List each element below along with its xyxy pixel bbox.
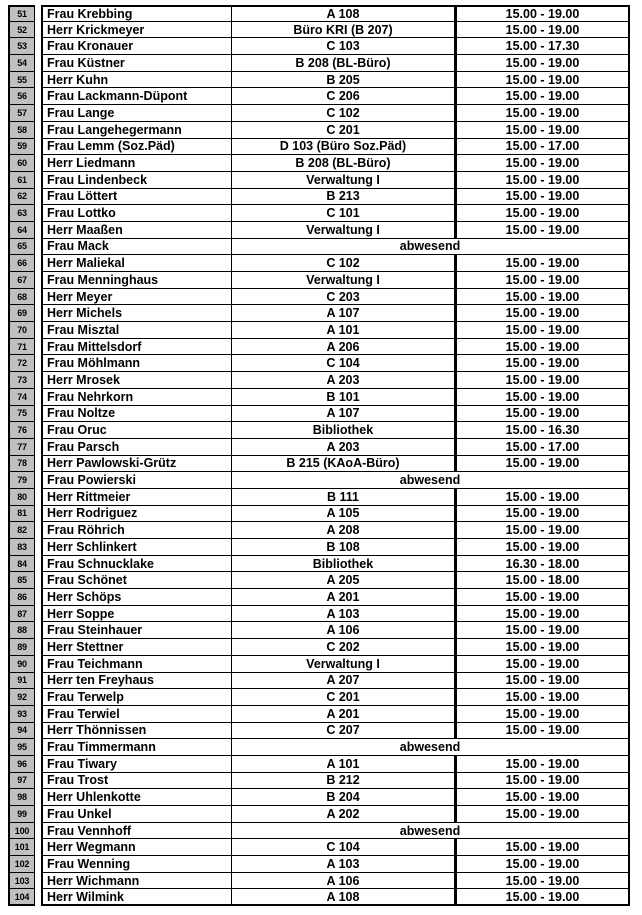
row-number-cell: 98 <box>8 789 35 806</box>
time-cell: 15.00 - 16.30 <box>457 422 630 439</box>
name-cell: Frau Vennhoff <box>41 823 232 840</box>
time-cell: 15.00 - 19.00 <box>457 55 630 72</box>
time-cell: 15.00 - 19.00 <box>457 806 630 823</box>
table-row <box>8 539 642 556</box>
row-number-cell: 101 <box>8 839 35 856</box>
room-cell: A 107 <box>232 305 457 322</box>
row-number-cell: 51 <box>8 5 35 22</box>
room-cell: C 102 <box>232 105 457 122</box>
time-cell: 16.30 - 18.00 <box>457 556 630 573</box>
row-number-cell: 57 <box>8 105 35 122</box>
room-cell: B 213 <box>232 189 457 206</box>
name-cell: Frau Löttert <box>41 189 232 206</box>
row-number-cell: 87 <box>8 606 35 623</box>
name-cell: Herr Krickmeyer <box>41 22 232 39</box>
table-row <box>8 105 642 122</box>
time-cell: 15.00 - 19.00 <box>457 155 630 172</box>
row-number-cell: 78 <box>8 456 35 473</box>
room-cell: D 103 (Büro Soz.Päd) <box>232 139 457 156</box>
time-cell: 15.00 - 19.00 <box>457 289 630 306</box>
row-number-cell: 83 <box>8 539 35 556</box>
room-cell: B 208 (BL-Büro) <box>232 155 457 172</box>
row-number-cell: 67 <box>8 272 35 289</box>
name-cell: Herr Soppe <box>41 606 232 623</box>
name-cell: Herr Rittmeier <box>41 489 232 506</box>
room-cell: B 108 <box>232 539 457 556</box>
room-cell: A 106 <box>232 622 457 639</box>
room-cell: C 102 <box>232 255 457 272</box>
table-row <box>8 889 642 906</box>
name-cell: Frau Timmermann <box>41 739 232 756</box>
time-cell: 15.00 - 19.00 <box>457 606 630 623</box>
row-number-cell: 65 <box>8 239 35 256</box>
table-row <box>8 339 642 356</box>
name-cell: Frau Noltze <box>41 406 232 423</box>
table-row <box>8 155 642 172</box>
name-cell: Herr Wichmann <box>41 873 232 890</box>
name-cell: Herr Schöps <box>41 589 232 606</box>
room-cell: A 207 <box>232 673 457 690</box>
name-cell: Herr Mrosek <box>41 372 232 389</box>
name-cell: Frau Kronauer <box>41 38 232 55</box>
row-number-cell: 93 <box>8 706 35 723</box>
row-number-cell: 96 <box>8 756 35 773</box>
name-cell: Frau Lindenbeck <box>41 172 232 189</box>
row-number-cell: 86 <box>8 589 35 606</box>
room-cell: B 111 <box>232 489 457 506</box>
table-row <box>8 422 642 439</box>
row-number-cell: 88 <box>8 622 35 639</box>
table-row <box>8 222 642 239</box>
room-cell: C 104 <box>232 839 457 856</box>
table-row <box>8 38 642 55</box>
row-number-cell: 103 <box>8 873 35 890</box>
table-row <box>8 839 642 856</box>
time-cell: 15.00 - 19.00 <box>457 22 630 39</box>
table-row <box>8 856 642 873</box>
table-row <box>8 456 642 473</box>
room-cell: C 206 <box>232 88 457 105</box>
time-cell: 15.00 - 19.00 <box>457 539 630 556</box>
row-number-cell: 75 <box>8 406 35 423</box>
row-number-cell: 81 <box>8 506 35 523</box>
time-cell: 15.00 - 19.00 <box>457 339 630 356</box>
time-cell: 15.00 - 19.00 <box>457 656 630 673</box>
time-cell: 15.00 - 19.00 <box>457 789 630 806</box>
row-number-cell: 64 <box>8 222 35 239</box>
row-number-cell: 68 <box>8 289 35 306</box>
time-cell: 15.00 - 19.00 <box>457 88 630 105</box>
row-number-cell: 82 <box>8 522 35 539</box>
row-number-cell: 70 <box>8 322 35 339</box>
time-cell: 15.00 - 19.00 <box>457 706 630 723</box>
room-cell: A 105 <box>232 506 457 523</box>
absent-cell: abwesend <box>232 739 630 756</box>
row-number-cell: 94 <box>8 723 35 740</box>
name-cell: Herr Liedmann <box>41 155 232 172</box>
name-cell: Frau Menninghaus <box>41 272 232 289</box>
row-number-cell: 62 <box>8 189 35 206</box>
time-cell: 15.00 - 19.00 <box>457 723 630 740</box>
table-row <box>8 55 642 72</box>
name-cell: Frau Oruc <box>41 422 232 439</box>
room-cell: Bibliothek <box>232 422 457 439</box>
table-row <box>8 5 642 22</box>
time-cell: 15.00 - 19.00 <box>457 372 630 389</box>
row-number-cell: 90 <box>8 656 35 673</box>
room-cell: A 108 <box>232 889 457 906</box>
time-cell: 15.00 - 19.00 <box>457 406 630 423</box>
table-row <box>8 606 642 623</box>
row-number-cell: 60 <box>8 155 35 172</box>
row-number-cell: 100 <box>8 823 35 840</box>
name-cell: Frau Trost <box>41 773 232 790</box>
name-cell: Frau Lottko <box>41 205 232 222</box>
name-cell: Frau Röhrich <box>41 522 232 539</box>
name-cell: Herr Michels <box>41 305 232 322</box>
row-number-cell: 61 <box>8 172 35 189</box>
row-number-cell: 89 <box>8 639 35 656</box>
row-number-cell: 91 <box>8 673 35 690</box>
time-cell: 15.00 - 19.00 <box>457 773 630 790</box>
row-number-cell: 76 <box>8 422 35 439</box>
room-cell: C 207 <box>232 723 457 740</box>
name-cell: Frau Küstner <box>41 55 232 72</box>
table-row <box>8 22 642 39</box>
row-number-cell: 102 <box>8 856 35 873</box>
room-cell: Büro KRI (B 207) <box>232 22 457 39</box>
time-cell: 15.00 - 19.00 <box>457 355 630 372</box>
name-cell: Frau Lange <box>41 105 232 122</box>
room-cell: A 203 <box>232 372 457 389</box>
time-cell: 15.00 - 17.30 <box>457 38 630 55</box>
time-cell: 15.00 - 19.00 <box>457 489 630 506</box>
time-cell: 15.00 - 19.00 <box>457 189 630 206</box>
time-cell: 15.00 - 19.00 <box>457 389 630 406</box>
room-cell: C 201 <box>232 689 457 706</box>
absent-cell: abwesend <box>232 823 630 840</box>
name-cell: Frau Nehrkorn <box>41 389 232 406</box>
name-cell: Frau Tiwary <box>41 756 232 773</box>
room-cell: A 202 <box>232 806 457 823</box>
table-row <box>8 139 642 156</box>
room-cell: B 208 (BL-Büro) <box>232 55 457 72</box>
time-cell: 15.00 - 19.00 <box>457 839 630 856</box>
name-cell: Frau Krebbing <box>41 5 232 22</box>
time-cell: 15.00 - 19.00 <box>457 589 630 606</box>
row-number-cell: 97 <box>8 773 35 790</box>
room-cell: C 103 <box>232 38 457 55</box>
room-cell: A 203 <box>232 439 457 456</box>
time-cell: 15.00 - 17.00 <box>457 439 630 456</box>
table-row <box>8 189 642 206</box>
room-cell: C 201 <box>232 122 457 139</box>
room-cell: B 204 <box>232 789 457 806</box>
name-cell: Frau Langehegermann <box>41 122 232 139</box>
row-number-cell: 53 <box>8 38 35 55</box>
room-cell: A 108 <box>232 5 457 22</box>
time-cell: 15.00 - 19.00 <box>457 205 630 222</box>
table-row <box>8 122 642 139</box>
name-cell: Herr Pawlowski-Grütz <box>41 456 232 473</box>
room-cell: A 107 <box>232 406 457 423</box>
row-number-cell: 95 <box>8 739 35 756</box>
row-number-cell: 71 <box>8 339 35 356</box>
time-cell: 15.00 - 19.00 <box>457 172 630 189</box>
name-cell: Frau Möhlmann <box>41 355 232 372</box>
table-row <box>8 289 642 306</box>
name-cell: Herr Schlinkert <box>41 539 232 556</box>
room-cell: Verwaltung I <box>232 222 457 239</box>
table-row <box>8 556 642 573</box>
table-row <box>8 372 642 389</box>
row-number-cell: 55 <box>8 72 35 89</box>
name-cell: Frau Steinhauer <box>41 622 232 639</box>
room-cell: Bibliothek <box>232 556 457 573</box>
time-cell: 15.00 - 19.00 <box>457 5 630 22</box>
row-number-cell: 80 <box>8 489 35 506</box>
row-number-cell: 73 <box>8 372 35 389</box>
time-cell: 15.00 - 18.00 <box>457 572 630 589</box>
table-row <box>8 656 642 673</box>
row-number-cell: 63 <box>8 205 35 222</box>
row-number-cell: 59 <box>8 139 35 156</box>
table-row <box>8 88 642 105</box>
table-row <box>8 756 642 773</box>
time-cell: 15.00 - 19.00 <box>457 873 630 890</box>
table-row <box>8 673 642 690</box>
time-cell: 15.00 - 19.00 <box>457 122 630 139</box>
name-cell: Frau Powierski <box>41 472 232 489</box>
name-cell: Frau Teichmann <box>41 656 232 673</box>
room-cell: B 101 <box>232 389 457 406</box>
time-cell: 15.00 - 19.00 <box>457 322 630 339</box>
room-cell: A 201 <box>232 589 457 606</box>
table-row <box>8 706 642 723</box>
time-cell: 15.00 - 19.00 <box>457 639 630 656</box>
name-cell: Frau Lackmann-Düpont <box>41 88 232 105</box>
room-cell: Verwaltung I <box>232 172 457 189</box>
table-body <box>8 5 642 906</box>
table-row <box>8 72 642 89</box>
row-number-cell: 99 <box>8 806 35 823</box>
time-cell: 15.00 - 19.00 <box>457 255 630 272</box>
time-cell: 15.00 - 19.00 <box>457 856 630 873</box>
name-cell: Frau Lemm (Soz.Päd) <box>41 139 232 156</box>
table-row <box>8 272 642 289</box>
time-cell: 15.00 - 19.00 <box>457 673 630 690</box>
name-cell: Herr Stettner <box>41 639 232 656</box>
table-row <box>8 305 642 322</box>
room-cell: A 103 <box>232 856 457 873</box>
table-row <box>8 522 642 539</box>
table-row <box>8 322 642 339</box>
room-cell: A 205 <box>232 572 457 589</box>
row-number-cell: 104 <box>8 889 35 906</box>
name-cell: Herr Thönnissen <box>41 723 232 740</box>
row-number-cell: 85 <box>8 572 35 589</box>
time-cell: 15.00 - 19.00 <box>457 522 630 539</box>
absent-cell: abwesend <box>232 239 630 256</box>
time-cell: 15.00 - 19.00 <box>457 456 630 473</box>
name-cell: Frau Unkel <box>41 806 232 823</box>
table-row <box>8 689 642 706</box>
name-cell: Frau Schönet <box>41 572 232 589</box>
table-row <box>8 806 642 823</box>
row-number-cell: 58 <box>8 122 35 139</box>
room-cell: Verwaltung I <box>232 656 457 673</box>
room-cell: B 205 <box>232 72 457 89</box>
row-number-cell: 77 <box>8 439 35 456</box>
name-cell: Frau Mack <box>41 239 232 256</box>
room-cell: Verwaltung I <box>232 272 457 289</box>
name-cell: Frau Parsch <box>41 439 232 456</box>
name-cell: Frau Terwelp <box>41 689 232 706</box>
time-cell: 15.00 - 17.00 <box>457 139 630 156</box>
name-cell: Herr Uhlenkotte <box>41 789 232 806</box>
name-cell: Herr Wilmink <box>41 889 232 906</box>
table-row <box>8 739 642 756</box>
time-cell: 15.00 - 19.00 <box>457 222 630 239</box>
name-cell: Frau Mittelsdorf <box>41 339 232 356</box>
table-row <box>8 355 642 372</box>
room-cell: C 104 <box>232 355 457 372</box>
absent-cell: abwesend <box>232 472 630 489</box>
time-cell: 15.00 - 19.00 <box>457 305 630 322</box>
name-cell: Herr Maaßen <box>41 222 232 239</box>
room-cell: A 101 <box>232 322 457 339</box>
table-row <box>8 439 642 456</box>
name-cell: Frau Misztal <box>41 322 232 339</box>
table-row <box>8 506 642 523</box>
table-row <box>8 472 642 489</box>
time-cell: 15.00 - 19.00 <box>457 889 630 906</box>
room-cell: A 106 <box>232 873 457 890</box>
name-cell: Herr Kuhn <box>41 72 232 89</box>
room-cell: B 215 (KAoA-Büro) <box>232 456 457 473</box>
room-cell: A 101 <box>232 756 457 773</box>
name-cell: Herr Wegmann <box>41 839 232 856</box>
name-cell: Herr ten Freyhaus <box>41 673 232 690</box>
table-row <box>8 823 642 840</box>
row-number-cell: 66 <box>8 255 35 272</box>
room-cell: B 212 <box>232 773 457 790</box>
table-row <box>8 205 642 222</box>
room-cell: C 101 <box>232 205 457 222</box>
row-number-cell: 54 <box>8 55 35 72</box>
row-number-cell: 72 <box>8 355 35 372</box>
room-cell: A 208 <box>232 522 457 539</box>
row-number-cell: 56 <box>8 88 35 105</box>
room-cell: A 103 <box>232 606 457 623</box>
name-cell: Herr Meyer <box>41 289 232 306</box>
table-row <box>8 789 642 806</box>
time-cell: 15.00 - 19.00 <box>457 105 630 122</box>
name-cell: Herr Maliekal <box>41 255 232 272</box>
time-cell: 15.00 - 19.00 <box>457 689 630 706</box>
row-number-cell: 84 <box>8 556 35 573</box>
table-row <box>8 873 642 890</box>
table-row <box>8 489 642 506</box>
row-number-cell: 92 <box>8 689 35 706</box>
time-cell: 15.00 - 19.00 <box>457 72 630 89</box>
table-row <box>8 622 642 639</box>
table-row <box>8 239 642 256</box>
name-cell: Frau Schnucklake <box>41 556 232 573</box>
time-cell: 15.00 - 19.00 <box>457 506 630 523</box>
table-row <box>8 406 642 423</box>
row-number-cell: 79 <box>8 472 35 489</box>
time-cell: 15.00 - 19.00 <box>457 756 630 773</box>
table-row <box>8 723 642 740</box>
table-row <box>8 172 642 189</box>
room-cell: C 202 <box>232 639 457 656</box>
room-cell: C 203 <box>232 289 457 306</box>
time-cell: 15.00 - 19.00 <box>457 622 630 639</box>
table-row <box>8 255 642 272</box>
table-row <box>8 572 642 589</box>
row-number-cell: 69 <box>8 305 35 322</box>
row-number-cell: 74 <box>8 389 35 406</box>
room-cell: A 206 <box>232 339 457 356</box>
table-row <box>8 389 642 406</box>
table-row <box>8 773 642 790</box>
name-cell: Herr Rodriguez <box>41 506 232 523</box>
table-row <box>8 589 642 606</box>
row-number-cell: 52 <box>8 22 35 39</box>
room-cell: A 201 <box>232 706 457 723</box>
table-row <box>8 639 642 656</box>
name-cell: Frau Wenning <box>41 856 232 873</box>
name-cell: Frau Terwiel <box>41 706 232 723</box>
time-cell: 15.00 - 19.00 <box>457 272 630 289</box>
